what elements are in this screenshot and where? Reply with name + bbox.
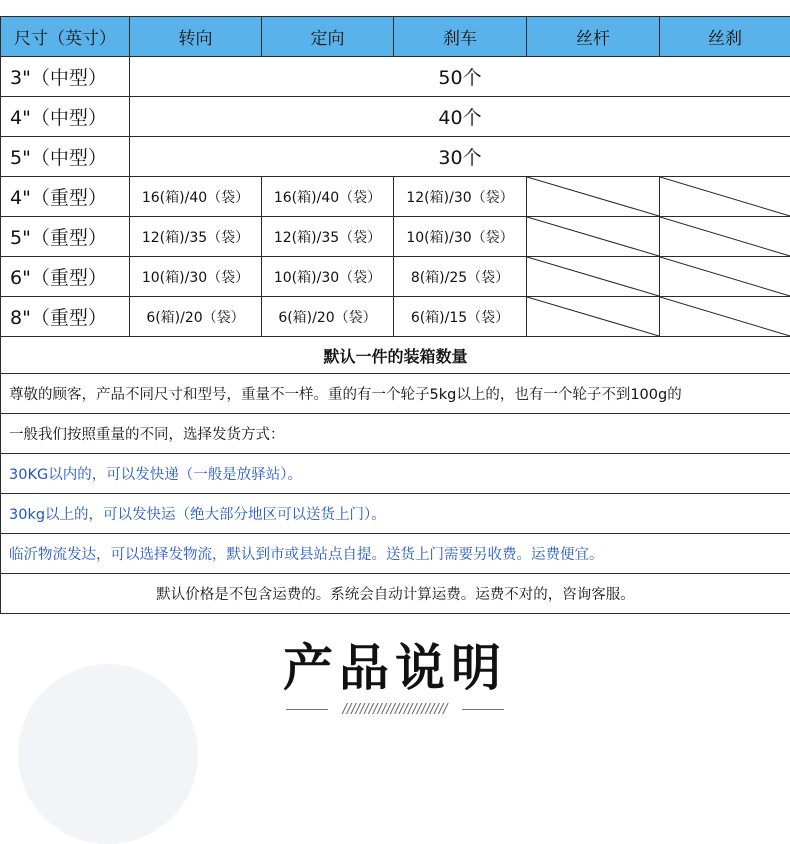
row-size: 3"（中型） <box>1 57 130 97</box>
header-swivel: 转向 <box>130 17 262 57</box>
table-row <box>1 97 790 137</box>
info-row <box>1 454 790 494</box>
swivel-qty: 12(箱)/35（袋） <box>130 217 262 257</box>
title-decoration <box>0 698 790 720</box>
brake-qty: 12(箱)/30（袋） <box>394 177 527 217</box>
header-threaded-stem: 丝杆 <box>527 17 660 57</box>
info-logistics: 临沂物流发达，可以选择发物流，默认到市或县站点自提。送货上门需要另收费。运费便宜。 <box>1 534 790 574</box>
section-title: 产品说明 <box>0 628 790 700</box>
fixed-qty: 6(箱)/20（袋） <box>262 297 394 337</box>
brake-qty: 6(箱)/15（袋） <box>394 297 527 337</box>
decoration-line-right <box>462 709 504 710</box>
empty-slash-cell <box>660 257 790 297</box>
row-size: 6"（重型） <box>1 257 130 297</box>
row-size: 5"（中型） <box>1 137 130 177</box>
info-shipping-method: 一般我们按照重量的不同，选择发货方式： <box>1 414 790 454</box>
row-size: 4"（中型） <box>1 97 130 137</box>
header-brake: 刹车 <box>394 17 527 57</box>
decoration-slashes: //////////////////////// <box>342 702 447 717</box>
info-row <box>1 414 790 454</box>
row-quantity: 40个 <box>130 97 790 137</box>
row-quantity: 50个 <box>130 57 790 97</box>
info-row <box>1 494 790 534</box>
table-header-row <box>1 17 790 57</box>
info-weight-note: 尊敬的顾客，产品不同尺寸和型号，重量不一样。重的有一个轮子5kg以上的，也有一个轮子不到100g的 <box>1 374 790 414</box>
swivel-qty: 16(箱)/40（袋） <box>130 177 262 217</box>
fixed-qty: 12(箱)/35（袋） <box>262 217 394 257</box>
header-threaded-brake: 丝刹 <box>660 17 790 57</box>
brake-qty: 10(箱)/30（袋） <box>394 217 527 257</box>
row-size: 4"（重型） <box>1 177 130 217</box>
top-margin <box>0 0 790 16</box>
decoration-line-left <box>286 709 328 710</box>
empty-slash-cell <box>527 217 660 257</box>
empty-slash-cell <box>527 297 660 337</box>
info-row <box>1 374 790 414</box>
info-express: 30KG以内的，可以发快递（一般是放驿站）。 <box>1 454 790 494</box>
info-price-note: 默认价格是不包含运费的。系统会自动计算运费。运费不对的，咨询客服。 <box>1 574 790 614</box>
empty-slash-cell <box>660 177 790 217</box>
fixed-qty: 16(箱)/40（袋） <box>262 177 394 217</box>
empty-slash-cell <box>527 257 660 297</box>
table-row <box>1 57 790 97</box>
empty-slash-cell <box>660 297 790 337</box>
table-row <box>1 137 790 177</box>
brake-qty: 8(箱)/25（袋） <box>394 257 527 297</box>
info-freight: 30kg以上的，可以发快运（绝大部分地区可以送货上门）。 <box>1 494 790 534</box>
row-quantity: 30个 <box>130 137 790 177</box>
empty-slash-cell <box>527 177 660 217</box>
swivel-qty: 10(箱)/30（袋） <box>130 257 262 297</box>
default-note: 默认一件的装箱数量 <box>1 337 790 374</box>
row-size: 5"（重型） <box>1 217 130 257</box>
info-row <box>1 534 790 574</box>
packing-table <box>0 16 790 614</box>
row-size: 8"（重型） <box>1 297 130 337</box>
table-row <box>1 217 790 257</box>
table-row <box>1 297 790 337</box>
table-row <box>1 177 790 217</box>
swivel-qty: 6(箱)/20（袋） <box>130 297 262 337</box>
info-row <box>1 574 790 614</box>
header-size: 尺寸（英寸） <box>1 17 130 57</box>
empty-slash-cell <box>660 217 790 257</box>
fixed-qty: 10(箱)/30（袋） <box>262 257 394 297</box>
header-fixed: 定向 <box>262 17 394 57</box>
table-row <box>1 257 790 297</box>
default-note-row <box>1 337 790 374</box>
